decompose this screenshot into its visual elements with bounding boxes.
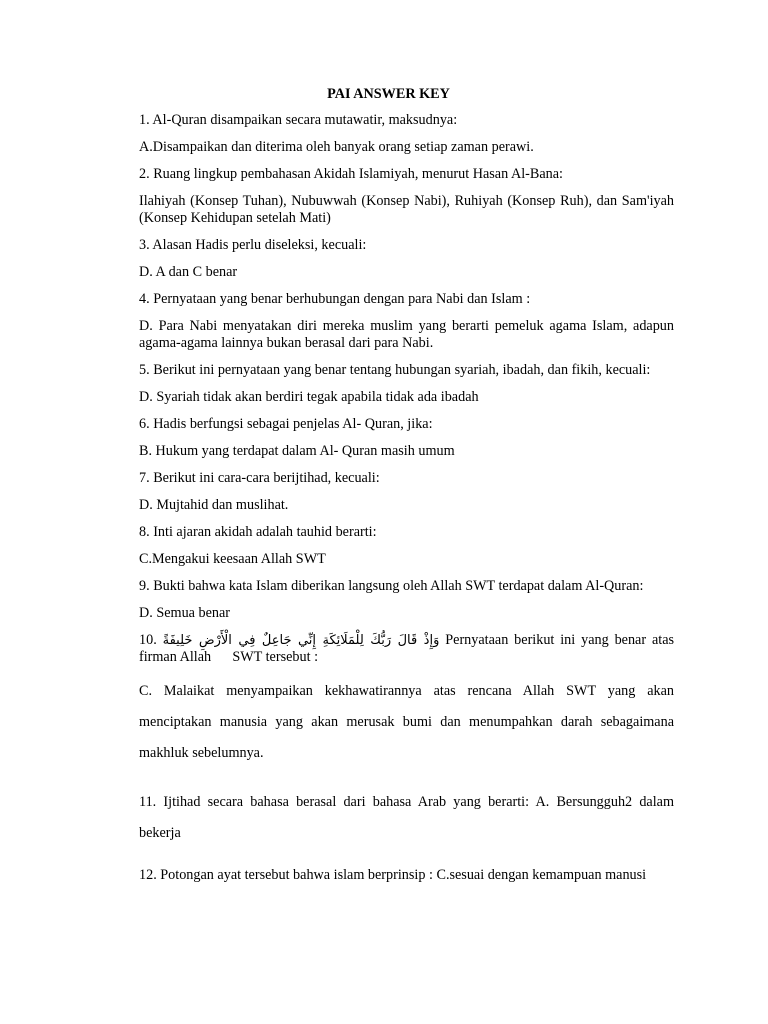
question-12: 12. Potongan ayat tersebut bahwa islam berprinsip : C.sesuai dengan kemampuan manusi: [139, 867, 647, 883]
question-8: 8. Inti ajaran akidah adalah tauhid berarti:: [139, 524, 377, 540]
answer-3: D. A dan C benar: [139, 264, 238, 280]
answer-1: A.Disampaikan dan diterima oleh banyak orang setiap zaman perawi.: [139, 139, 534, 155]
question-10: [139, 632, 674, 666]
answer-2: Ilahiyah (Konsep Tuhan), Nubuwwah (Konsep Nabi), Ruhiyah (Konsep Ruh), dan Sam'iyah (Konsep Kehidupan setelah Mati): [139, 193, 674, 226]
answer-8: C.Mengakui keesaan Allah SWT: [139, 551, 326, 567]
question-10-text: Pernyataan berikut ini yang benar atas firman Allah SWT tersebut :: [139, 632, 675, 665]
answer-7: D. Mujtahid dan muslihat.: [139, 497, 289, 513]
question-10-number: 10.: [139, 632, 157, 648]
answer-5: D. Syariah tidak akan berdiri tegak apabila tidak ada ibadah: [139, 389, 479, 405]
answer-6: B. Hukum yang terdapat dalam Al- Quran masih umum: [139, 443, 455, 459]
question-9: 9. Bukti bahwa kata Islam diberikan langsung oleh Allah SWT terdapat dalam Al-Quran:: [139, 578, 644, 594]
document-title: PAI ANSWER KEY: [327, 86, 450, 102]
question-2: 2. Ruang lingkup pembahasan Akidah Islamiyah, menurut Hasan Al-Bana:: [139, 166, 563, 182]
question-11: 11. Ijtihad secara bahasa berasal dari bahasa Arab yang berarti: A. Bersungguh2 dalam bekerja: [139, 794, 674, 841]
question-5: 5. Berikut ini pernyataan yang benar tentang hubungan syariah, ibadah, dan fikih, kecuali:: [139, 362, 651, 378]
arabic-verse: وَإِذْ قَالَ رَبُّكَ لِلْمَلَائِكَةِ إِنِّي جَاعِلٌ فِي الْأَرْضِ خَلِيفَةً: [162, 633, 440, 648]
document-content: [139, 86, 674, 894]
question-4: 4. Pernyataan yang benar berhubungan dengan para Nabi dan Islam :: [139, 291, 531, 307]
question-3: 3. Alasan Hadis perlu diseleksi, kecuali:: [139, 237, 367, 253]
answer-4: D. Para Nabi menyatakan diri mereka muslim yang berarti pemeluk agama Islam, adapun agama-agama lainnya bukan berasal dari para Nabi.: [139, 318, 674, 351]
question-1: 1. Al-Quran disampaikan secara mutawatir, maksudnya:: [139, 112, 458, 128]
question-7: 7. Berikut ini cara-cara berijtihad, kecuali:: [139, 470, 380, 486]
answer-9: D. Semua benar: [139, 605, 231, 621]
answer-10: C. Malaikat menyampaikan kekhawatirannya atas rencana Allah SWT yang akan menciptakan manusia yang akan merusak bumi dan menumpahkan darah sebagaimana makhluk sebelumnya.: [139, 683, 674, 761]
question-6: 6. Hadis berfungsi sebagai penjelas Al- Quran, jika:: [139, 416, 433, 432]
